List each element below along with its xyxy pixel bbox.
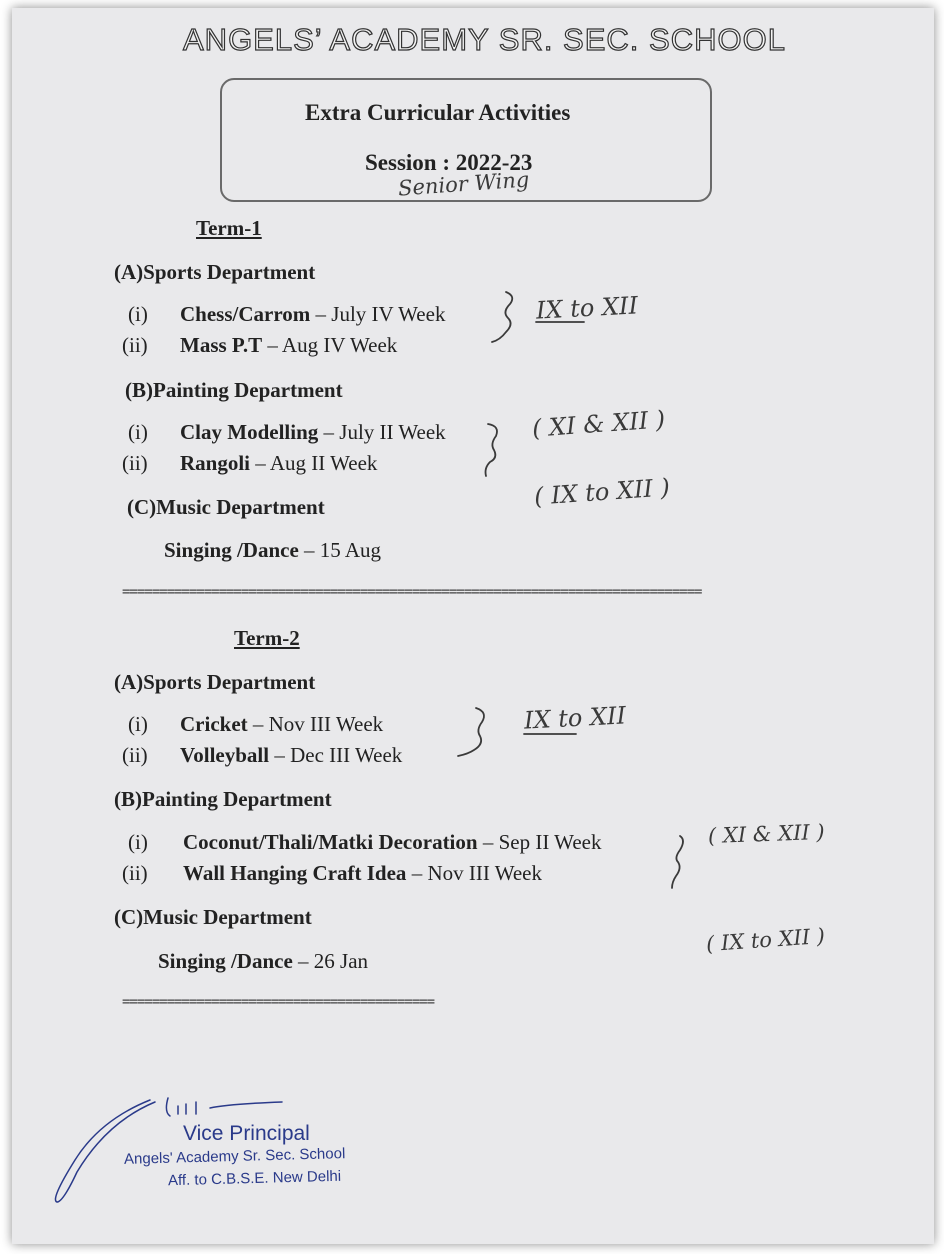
list-item: (i) Cricket – Nov III Week [128,712,384,736]
list-item: (ii) Volleyball – Dec III Week [122,743,403,767]
handwritten-class-note: ( XI & XII ) [531,405,667,443]
handwritten-wing-note: Senior Wing [397,167,530,201]
term2-music-heading: (C)Music Department [114,905,312,929]
session-label: Session : 2022-23 [365,150,533,175]
list-item: (ii) Mass P.T – Aug IV Week [122,333,398,357]
school-name: ANGELS’ ACADEMY SR. SEC. SCHOOL [183,22,786,57]
brace-mark [486,424,498,476]
signatory-affiliation: Aff. to C.B.S.E. New Delhi [167,1167,342,1190]
signatory-title: Vice Principal [183,1122,310,1145]
separator-line: ============================================================================== [122,584,702,600]
list-item: (i) Coconut/Thali/Matki Decoration – Sep II Week [128,830,602,854]
handwritten-class-note: ( XI & XII ) [707,819,825,849]
handwritten-class-note: IX to XII [523,701,627,735]
term1-heading: Term-1 [196,216,262,240]
signatory-school: Angels' Academy Sr. Sec. School [123,1145,346,1168]
handwritten-class-note: ( IX to XII ) [533,473,671,511]
term1-sports-heading: (A)Sports Department [114,260,316,284]
term2-heading: Term-2 [234,626,300,650]
term1-painting-heading: (B)Painting Department [125,378,343,402]
term2-painting-heading: (B)Painting Department [114,787,332,811]
list-item: (i) Clay Modelling – July II Week [128,420,446,444]
term2-sports-heading: (A)Sports Department [114,670,316,694]
handwritten-class-note: ( IX to XII ) [705,923,826,957]
brace-mark [458,708,484,756]
list-item: (ii) Wall Hanging Craft Idea – Nov III Week [122,861,542,885]
list-item: (ii) Rangoli – Aug II Week [122,451,378,475]
brace-mark [672,836,683,888]
list-item: Singing /Dance – 26 Jan [158,949,369,973]
document-title: Extra Curricular Activities [305,100,571,125]
term1-music-heading: (C)Music Department [127,495,325,519]
list-item: (i) Chess/Carrom – July IV Week [128,302,446,326]
separator-line: ========================================== [122,994,435,1010]
brace-mark [492,292,512,342]
handwritten-class-note: IX to XII [535,291,639,325]
list-item: Singing /Dance – 15 Aug [164,538,382,562]
